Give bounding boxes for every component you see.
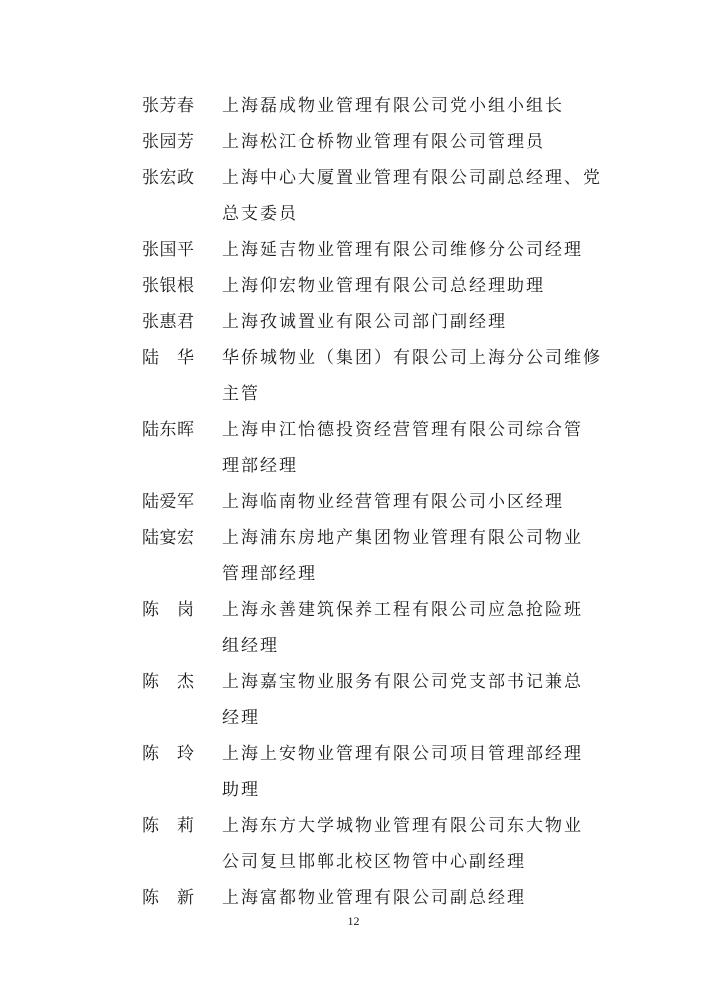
person-position: [222, 592, 612, 664]
position-line: 总支委员: [222, 204, 298, 224]
person-position: [222, 340, 612, 412]
position-line: 上海磊成物业管理有限公司党小组小组长: [222, 96, 564, 116]
person-name: 陆爱军: [142, 492, 195, 512]
position-line: 上海浦东房地产集团物业管理有限公司物业: [222, 528, 583, 548]
list-item: [142, 268, 612, 304]
person-position: [222, 484, 612, 520]
person-name: 陈 莉: [142, 816, 195, 836]
position-line: 上海富都物业管理有限公司副总经理: [222, 888, 526, 908]
list-item: [142, 592, 612, 664]
person-name: 陈 岗: [142, 600, 195, 620]
person-name: 陆宴宏: [142, 528, 195, 548]
list-item: [142, 160, 612, 232]
position-line: 助理: [222, 780, 260, 800]
position-line: 公司复旦邯郸北校区物管中心副经理: [222, 852, 526, 872]
person-position: [222, 412, 612, 484]
person-position: [222, 124, 612, 160]
position-line: 上海申江怡德投资经营管理有限公司综合管: [222, 420, 583, 440]
person-position: [222, 304, 612, 340]
list-item: [142, 484, 612, 520]
person-position: [222, 88, 612, 124]
list-item: [142, 340, 612, 412]
position-line: 组经理: [222, 636, 279, 656]
list-item: [142, 736, 612, 808]
person-position: [222, 160, 612, 232]
list-item: [142, 664, 612, 736]
position-line: 上海嘉宝物业服务有限公司党支部书记兼总: [222, 672, 583, 692]
person-name: 陈 杰: [142, 672, 195, 692]
list-item: [142, 520, 612, 592]
person-name: 陆东晖: [142, 420, 195, 440]
position-line: 上海上安物业管理有限公司项目管理部经理: [222, 744, 583, 764]
position-line: 上海临南物业经营管理有限公司小区经理: [222, 492, 564, 512]
person-name: 陆 华: [142, 348, 195, 368]
person-name: 陈 玲: [142, 744, 195, 764]
position-line: 华侨城物业（集团）有限公司上海分公司维修: [222, 348, 602, 368]
position-line: 上海仰宏物业管理有限公司总经理助理: [222, 276, 545, 296]
person-name: 陈 新: [142, 888, 195, 908]
person-position: [222, 268, 612, 304]
person-name: 张园芳: [142, 132, 195, 152]
position-line: 上海中心大厦置业管理有限公司副总经理、党: [222, 168, 602, 188]
list-item: [142, 124, 612, 160]
person-name: 张银根: [142, 276, 195, 296]
position-line: 上海延吉物业管理有限公司维修分公司经理: [222, 240, 583, 260]
person-position: [222, 664, 612, 736]
page-number: 12: [347, 914, 360, 928]
person-position: [222, 736, 612, 808]
person-position: [222, 808, 612, 880]
list-item: [142, 880, 612, 916]
position-line: 主管: [222, 384, 260, 404]
position-line: 上海孜诚置业有限公司部门副经理: [222, 312, 507, 332]
person-position: [222, 520, 612, 592]
list-item: [142, 232, 612, 268]
person-position: [222, 232, 612, 268]
person-name: 张国平: [142, 240, 195, 260]
list-item: [142, 808, 612, 880]
list-item: [142, 304, 612, 340]
person-name: 张宏政: [142, 168, 195, 188]
position-line: 上海东方大学城物业管理有限公司东大物业: [222, 816, 583, 836]
person-name: 张芳春: [142, 96, 195, 116]
list-item: [142, 412, 612, 484]
position-line: 理部经理: [222, 456, 298, 476]
position-line: 管理部经理: [222, 564, 317, 584]
personnel-list: [142, 88, 612, 916]
person-position: [222, 880, 612, 916]
person-name: 张惠君: [142, 312, 195, 332]
list-item: [142, 88, 612, 124]
position-line: 经理: [222, 708, 260, 728]
position-line: 上海松江仓桥物业管理有限公司管理员: [222, 132, 545, 152]
position-line: 上海永善建筑保养工程有限公司应急抢险班: [222, 600, 583, 620]
